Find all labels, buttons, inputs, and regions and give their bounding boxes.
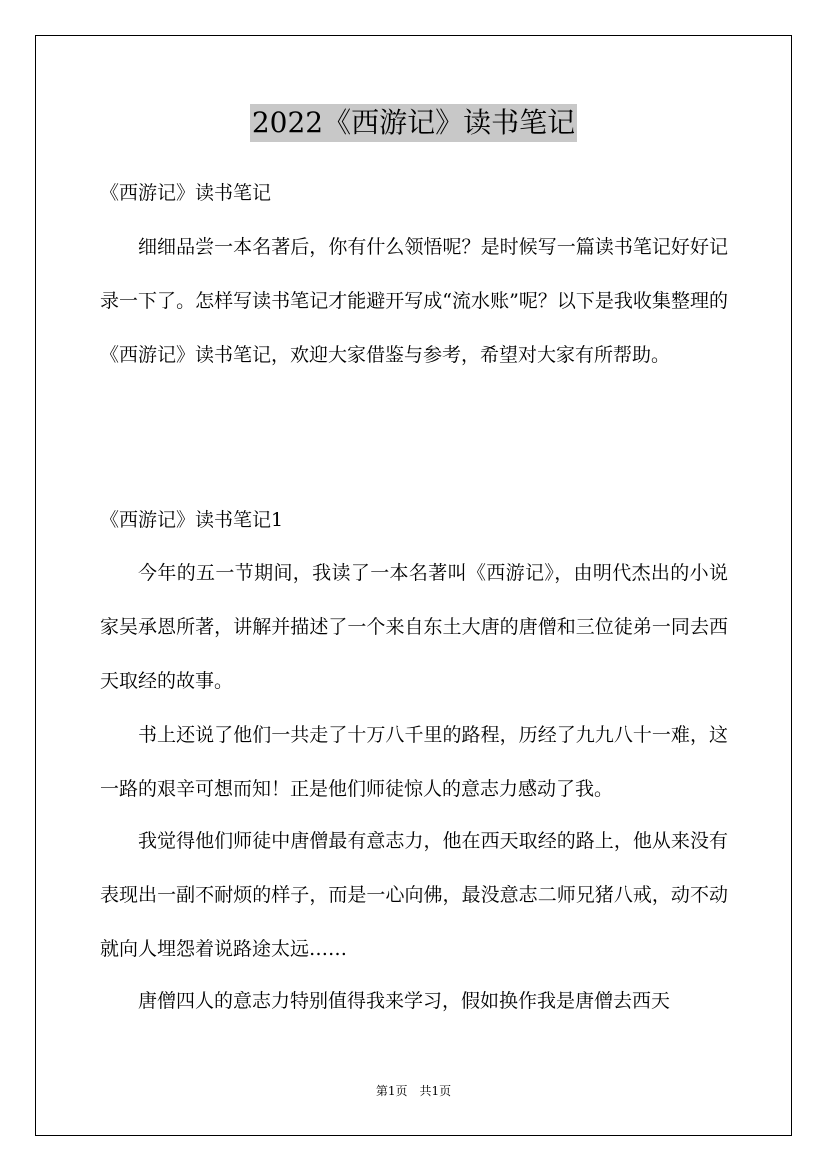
body-paragraph: 唐僧四人的意志力特别值得我来学习，假如换作我是唐僧去西天: [138, 990, 671, 1012]
body-paragraph: 我觉得他们师徒中唐僧最有意志力，他在西天取经的路上，他从来没有表现出一副不耐烦的样子，而是一心向佛，最没意志二师兄猪八戒，动不动就向人埋怨着说路途太远……: [100, 830, 728, 960]
body-paragraph: 书上还说了他们一共走了十万八千里的路程，历经了九九八十一难，这一路的艰辛可想而知！正是他们师徒惊人的意志力感动了我。: [100, 724, 728, 800]
intro-paragraph: 细细品尝一本名著后，你有什么领悟呢？是时候写一篇读书笔记好好记录一下了。怎样写读书笔记才能避开写成“流水账”呢？以下是我收集整理的《西游记》读书笔记，欢迎大家借鉴与参考，希望对大家有所帮助。: [100, 236, 728, 366]
section-heading: 《西游记》读书笔记: [100, 182, 272, 204]
page-number-footer: 第1页 共1页: [375, 1084, 452, 1098]
title-container: [0, 104, 827, 142]
body-paragraph: 今年的五一节期间，我读了一本名著叫《西游记》，由明代杰出的小说家吴承恩所著，讲解并描述了一个来自东土大唐的唐僧和三位徒弟一同去西天取经的故事。: [100, 562, 728, 692]
document-title: 2022《西游记》读书笔记: [250, 104, 577, 142]
section-heading-1: 《西游记》读书笔记1: [100, 509, 284, 531]
